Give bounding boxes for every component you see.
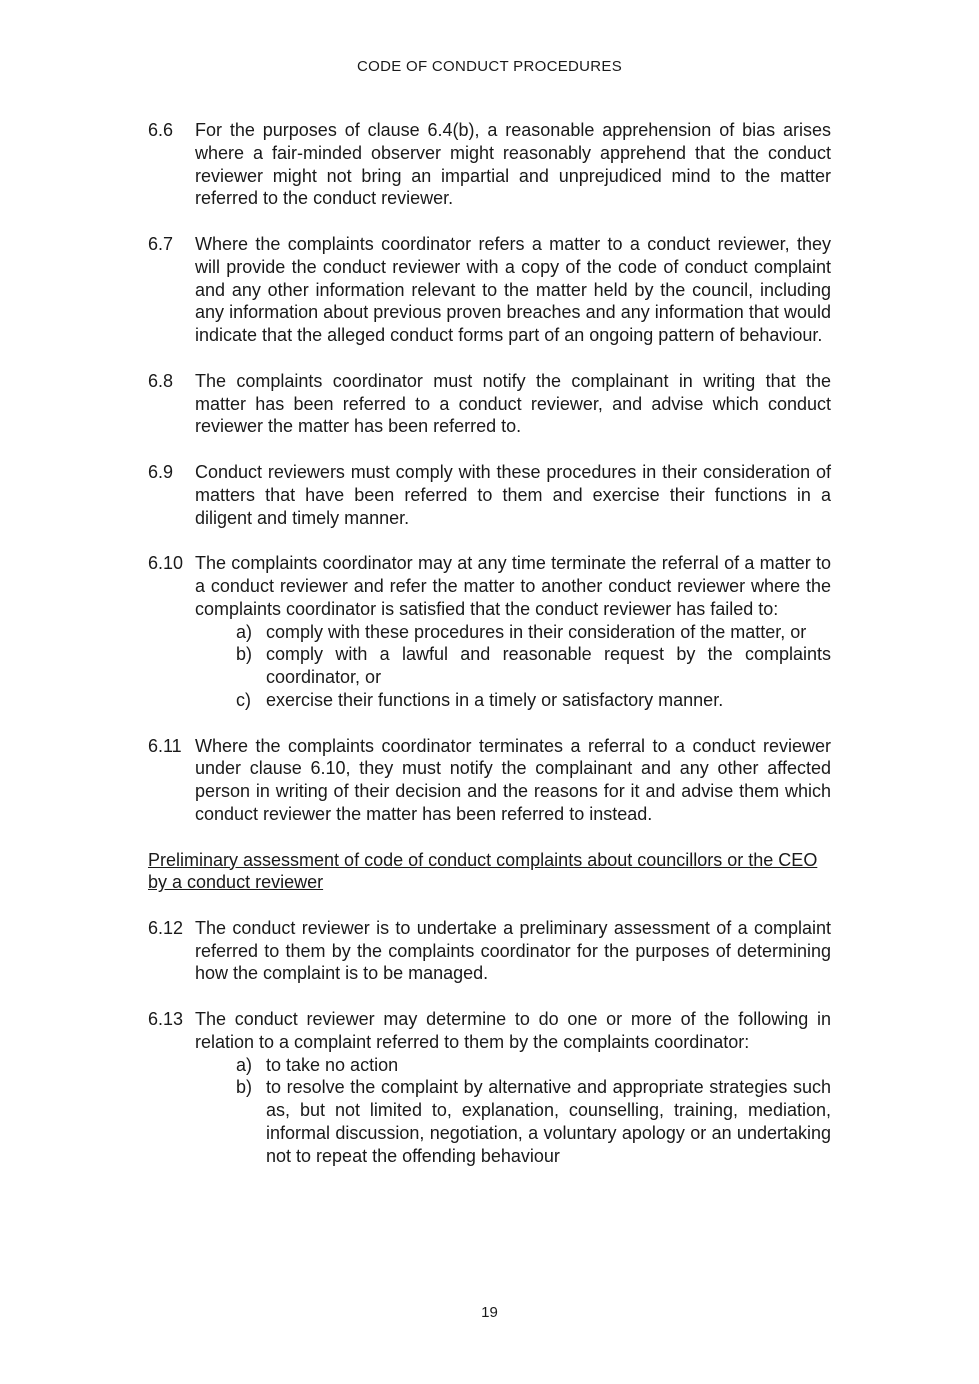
clause-number: 6.6 (148, 120, 174, 140)
clause-text: Where the complaints coordinator terminates a referral to a conduct reviewer under clause 6.10, they must notify the complainant and any other affected person in writing of their decision and the reasons for it and advise them which conduct reviewer the matter has been referred to instead. (195, 735, 831, 824)
clause-6-12 (148, 917, 831, 985)
clause-number: 6.13 (148, 1009, 184, 1030)
clause-number: 6.8 (148, 370, 174, 391)
clause-number: 6.10 (148, 553, 184, 574)
page-number: 19 (481, 1304, 498, 1321)
clause-6-11 (148, 735, 831, 826)
clause-number: 6.11 (148, 735, 182, 756)
list-item-label: b) (236, 1077, 253, 1098)
clause-text: For the purposes of clause 6.4(b), a reasonable apprehension of bias arises where a fair-minded observer might reasonably apprehend that the conduct reviewer might not bring an impartial and unprejudiced mind to the matter referred to the conduct reviewer. (195, 120, 831, 209)
clause-text: The complaints coordinator must notify the complainant in writing that the matter has been referred to a conduct reviewer, and advise which conduct reviewer the matter has been referred to. (195, 370, 831, 437)
clause-6-6 (148, 119, 831, 210)
clause-number: 6.12 (148, 917, 184, 938)
list-item-label: b) (236, 644, 253, 665)
clause-6-8 (148, 370, 831, 438)
list-item (148, 643, 831, 689)
list-item (148, 1076, 831, 1167)
clause-text: Where the complaints coordinator refers a matter to a conduct reviewer, they will provide the conduct reviewer with a copy of the code of conduct complaint and any other information relevant to the matter held by the council, including any information about previous proven breaches and any information that would indicate that the alleged conduct forms part of an ongoing pattern of behaviour. (195, 233, 831, 346)
list-item-text: comply with a lawful and reasonable request by the complaints coordinator, or (266, 644, 831, 688)
list-item-label: a) (236, 621, 253, 642)
clause-6-7 (148, 233, 831, 347)
running-header: CODE OF CONDUCT PROCEDURES (356, 58, 623, 75)
list-item (148, 689, 831, 712)
clause-text: The conduct reviewer is to undertake a preliminary assessment of a complaint referred to them by the complaints coordinator for the purposes of determining how the complaint is to be managed. (195, 917, 831, 984)
list-item-text: exercise their functions in a timely or satisfactory manner. (266, 689, 724, 710)
clause-6-9 (148, 461, 831, 529)
clause-number: 6.9 (148, 461, 174, 482)
section-heading: Preliminary assessment of code of conduct complaints about councillors or the CEO by a conduct reviewer (148, 849, 818, 893)
clause-6-10 (148, 552, 831, 620)
list-item (148, 621, 831, 644)
clause-text: Conduct reviewers must comply with these procedures in their consideration of matters that have been referred to them and exercise their functions in a diligent and timely manner. (195, 461, 831, 528)
list-item-text: to resolve the complaint by alternative and appropriate strategies such as, but not limited to, explanation, counselling, training, mediation, informal discussion, negotiation, a voluntary apology or an undertaking not to repeat the offending behaviour (266, 1077, 831, 1166)
clause-text: The complaints coordinator may at any time terminate the referral of a matter to a conduct reviewer and refer the matter to another conduct reviewer where the complaints coordinator is satisfied that the conduct reviewer has failed to: (195, 553, 831, 619)
document-body (148, 119, 831, 1168)
list-item (148, 1054, 831, 1077)
clause-number: 6.7 (148, 233, 174, 254)
clause-6-10-sub-list (148, 621, 831, 712)
list-item-label: c) (236, 689, 251, 710)
clause-6-13 (148, 1008, 831, 1054)
list-item-text: to take no action (266, 1054, 399, 1075)
list-item-text: comply with these procedures in their consideration of the matter, or (266, 621, 807, 642)
list-item-label: a) (236, 1054, 253, 1075)
clause-6-13-sub-list (148, 1054, 831, 1168)
clause-text: The conduct reviewer may determine to do one or more of the following in relation to a complaint referred to them by the complaints coordinator: (195, 1009, 831, 1052)
